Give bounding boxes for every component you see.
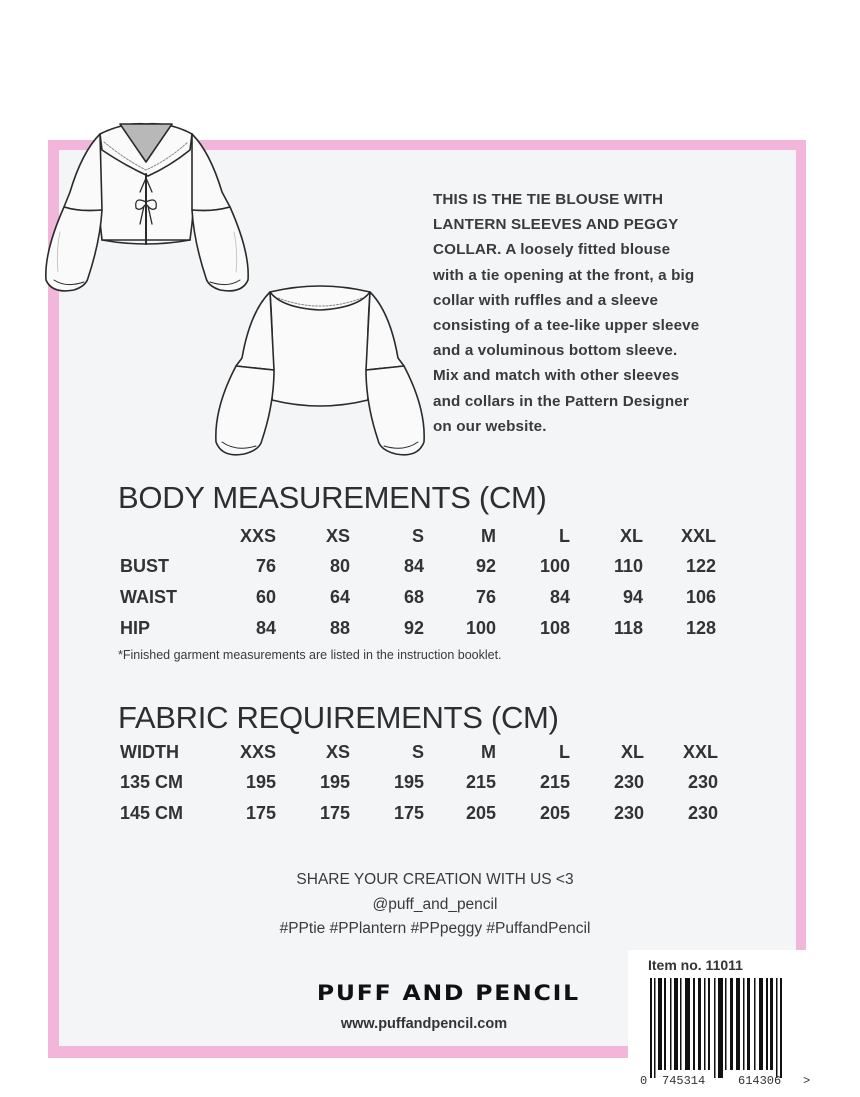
table-cell: 84	[403, 556, 424, 576]
body-measurements-title: BODY MEASUREMENTS (CM)	[118, 480, 547, 515]
size-header: S	[411, 742, 424, 762]
table-cell: 60	[255, 587, 276, 607]
table-row	[120, 551, 716, 582]
table-cell: 122	[685, 556, 716, 576]
size-header: XXS	[239, 742, 276, 762]
table-header-row	[120, 522, 716, 551]
table-cell: 175	[245, 803, 276, 823]
table-cell: 215	[465, 772, 496, 792]
table-cell: 84	[549, 587, 570, 607]
table-cell: 100	[465, 618, 496, 638]
table-cell: 64	[329, 587, 350, 607]
share-heading: SHARE YOUR CREATION WITH US <3	[296, 871, 574, 888]
barcode-icon	[648, 978, 798, 1083]
table-cell: 76	[255, 556, 276, 576]
blouse-front-illustration	[40, 112, 260, 302]
table-cell: 84	[255, 618, 276, 638]
table-cell: 76	[475, 587, 496, 607]
table-row	[120, 767, 718, 798]
social-handle: @puff_and_pencil	[372, 895, 498, 913]
size-header: S	[411, 526, 424, 546]
row-label: HIP	[120, 618, 151, 638]
fabric-requirements-table	[120, 738, 718, 829]
hashtags: #PPtie #PPlantern #PPpeggy #PuffandPencil	[279, 920, 591, 937]
table-row	[120, 798, 718, 829]
description-line: on our website.	[433, 417, 547, 435]
description-line: and collars in the Pattern Designer	[433, 392, 689, 410]
size-header: M	[481, 526, 496, 546]
description-line: consisting of a tee-like upper sleeve	[433, 317, 700, 335]
table-cell: 100	[539, 556, 570, 576]
barcode-digit-lead: 0	[640, 1074, 648, 1088]
description-line: Mix and match with other sleeves	[433, 367, 680, 385]
width-header: WIDTH	[120, 742, 179, 762]
table-row	[120, 582, 716, 613]
description-line: COLLAR. A loosely fitted blouse	[433, 241, 671, 259]
size-header: L	[559, 526, 570, 546]
table-cell: 230	[687, 772, 718, 792]
table-cell: 128	[685, 618, 716, 638]
table-cell: 215	[539, 772, 570, 792]
description-line: collar with ruffles and a sleeve	[433, 291, 659, 309]
table-cell: 175	[393, 803, 424, 823]
row-label: WAIST	[120, 587, 177, 607]
table-cell: 205	[539, 803, 570, 823]
table-cell: 230	[687, 803, 718, 823]
table-cell: 92	[403, 618, 424, 638]
table-header-row	[120, 738, 718, 767]
table-cell: 175	[319, 803, 350, 823]
size-header: XL	[619, 526, 643, 546]
size-header: L	[559, 742, 570, 762]
description-line: LANTERN SLEEVES AND PEGGY	[433, 216, 679, 234]
size-header: XXS	[239, 526, 276, 546]
brand-logo: PUFF AND PENCIL	[316, 981, 580, 1005]
table-cell: 92	[475, 556, 496, 576]
table-cell: 230	[613, 803, 644, 823]
item-number: Item no. 11011	[648, 957, 743, 973]
description-line: with a tie opening at the front, a big	[433, 266, 695, 284]
header-empty	[120, 522, 210, 551]
barcode-digits-left: 745314	[662, 1074, 706, 1088]
size-header: M	[481, 742, 496, 762]
fabric-requirements-title: FABRIC REQUIREMENTS (CM)	[118, 700, 559, 735]
pattern-description	[433, 187, 783, 439]
table-cell: 195	[393, 772, 424, 792]
body-measurements-table	[120, 522, 716, 644]
table-cell: 205	[465, 803, 496, 823]
table-cell: 195	[245, 772, 276, 792]
table-cell: 110	[613, 556, 643, 576]
table-cell: 80	[329, 556, 350, 576]
row-label: 145 CM	[120, 803, 184, 823]
size-header: XXL	[680, 526, 716, 546]
table-cell: 195	[319, 772, 350, 792]
website-url: www.puffandpencil.com	[340, 1016, 508, 1032]
size-header: XXL	[682, 742, 718, 762]
measurements-footnote: *Finished garment measurements are listed in the instruction booklet.	[118, 648, 502, 662]
table-cell: 108	[539, 618, 570, 638]
table-row	[120, 613, 716, 644]
description-line: THIS IS THE TIE BLOUSE WITH	[433, 191, 664, 208]
table-cell: 118	[613, 618, 643, 638]
size-header: XS	[325, 742, 350, 762]
row-label: BUST	[120, 556, 169, 576]
table-cell: 94	[622, 587, 643, 607]
table-cell: 88	[329, 618, 350, 638]
size-header: XS	[325, 526, 350, 546]
table-cell: 68	[403, 587, 424, 607]
barcode-digit-trail: >	[803, 1074, 811, 1088]
row-label: 135 CM	[120, 772, 184, 792]
barcode-digits-right: 614306	[738, 1074, 782, 1088]
size-header: XL	[620, 742, 644, 762]
share-section	[205, 868, 665, 942]
table-cell: 106	[685, 587, 716, 607]
table-cell: 230	[613, 772, 644, 792]
description-line: and a voluminous bottom sleeve.	[433, 342, 678, 360]
blouse-back-illustration	[208, 278, 430, 468]
